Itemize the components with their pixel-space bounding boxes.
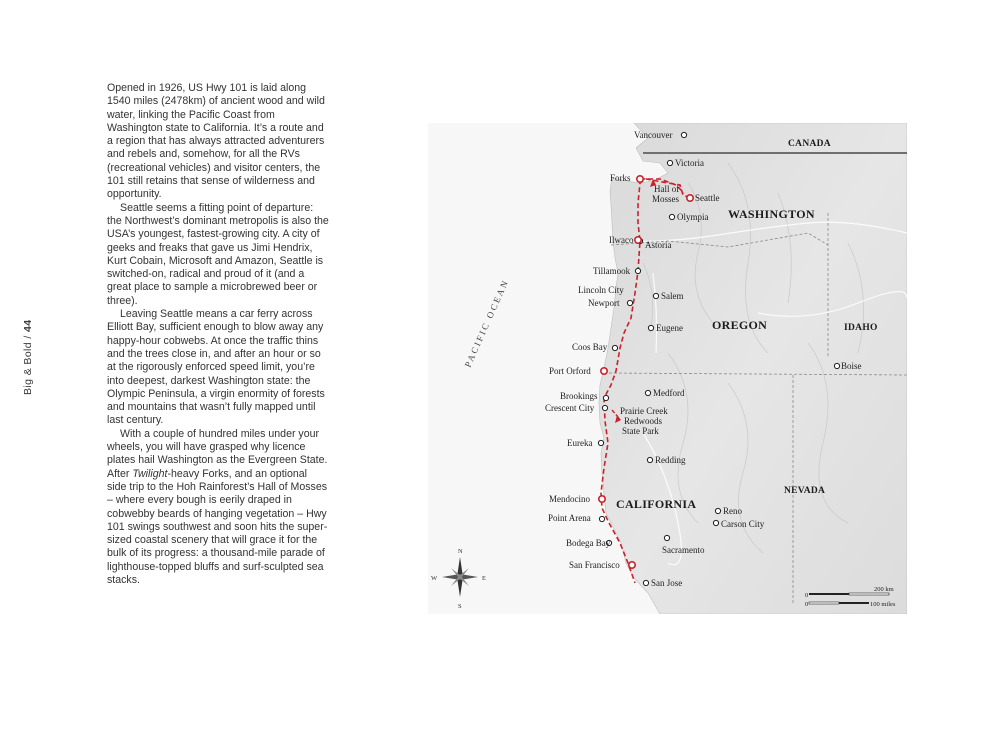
oregon-label: OREGON [712,318,768,332]
city-bodega-bay: Bodega Bay [566,538,611,548]
idaho-label: IDAHO [844,323,878,333]
washington-label: WASHINGTON [728,207,815,221]
city-forks: Forks [610,173,631,183]
paragraph-4-part-a: With a couple of hundred miles under your wheels, you will have grasped why licence plates hail Washington as the Evergreen State. After [107,427,328,480]
canada-label: CANADA [788,139,831,149]
paragraph-2: Seattle seems a fitting point of departure: the Northwest’s dominant metropolis is also the USA’s youngest, fastest-growing city. A city of geeks and freaks that gave us Jimi Hendrix, Kurt Cobain, Microsoft and Amazon, Seattle is switched-on, radical and proud of it (and a great place to sample a microbrewed beer or three). [107,201,329,307]
city-seattle: Seattle [695,193,720,203]
compass-s: S [458,603,462,610]
city-astoria: Astoria [645,240,672,250]
compass-e: E [482,575,486,582]
page-number: 44 [22,319,34,332]
city-tillamook: Tillamook [593,266,631,276]
city-mendocino: Mendocino [549,494,590,504]
city-prairie-creek-line1: Prairie Creek [620,406,668,416]
city-prairie-creek-line2: Redwoods [624,416,662,426]
city-san-jose: San Jose [651,578,683,588]
city-vancouver: Vancouver [634,130,673,140]
paragraph-1: Opened in 1926, US Hwy 101 is laid along 1540 miles (2478km) of ancient wood and wild water, linking the Pacific Coast from Washington state to California. It’s a route and a region that has always attracted adventurers and rebels and, somehow, for all the RVs (recreational vehicles) and visitor centers, the 101 still retains that sense of wilderness and opportunity. [107,82,325,201]
section-title: Big & Bold [22,341,34,395]
scale-zero-km: 0 [805,592,809,599]
city-sacramento: Sacramento [662,545,705,555]
page-folio [22,255,36,395]
article-body [107,82,329,587]
city-redding: Redding [655,455,686,465]
california-label: CALIFORNIA [616,497,697,511]
city-boise: Boise [841,361,862,371]
city-coos-bay: Coos Bay [572,342,608,352]
city-san-francisco: San Francisco [569,560,620,570]
city-brookings: Brookings [560,391,598,401]
city-carson-city: Carson City [721,519,765,529]
city-eugene: Eugene [656,323,683,333]
city-prairie-creek-line3: State Park [622,426,659,436]
city-crescent-city: Crescent City [545,403,595,413]
city-lincoln-city: Lincoln City [578,285,624,295]
nevada-label: NEVADA [784,486,826,496]
route-map-svg [428,123,907,614]
city-salem: Salem [661,291,684,301]
city-ilwaco: Ilwaco [609,235,634,245]
city-victoria: Victoria [675,158,704,168]
folio-separator: / [22,335,34,339]
compass-n: N [458,548,463,555]
city-hall-of-mosses-line2: Mosses [652,194,680,204]
city-olympia: Olympia [677,212,709,222]
city-eureka: Eureka [567,438,593,448]
route-map [428,123,907,614]
scale-miles-label: 100 miles [870,601,896,608]
paragraph-3: Leaving Seattle means a car ferry across Elliott Bay, sufficient enough to blow away any happy-hour cobwebs. At once the traffic thins and the trees close in, and after an hour or so at the rigorously enforced speed limit, you’re into deepest, darkest Washington state: the Olympic Peninsula, a virgin enormity of forests and mountains that wasn’t fully mapped until last century. [107,308,325,427]
city-point-arena: Point Arena [548,513,591,523]
city-port-orford: Port Orford [549,366,591,376]
paragraph-4-part-b: -heavy Forks, and an optional side trip to the Hoh Rainforest’s Hall of Mosses – where every bough is eerily draped in cobwebby beards of hanging vegetation – Hwy 101 swings southwest and soon hits the super-sized coastal scenery that will grace it for the bulk of its progress: a thousand-mile parade of lighthouse-topped bluffs and surf-sculpted sea stacks. [107,467,328,586]
scale-km-label: 200 km [874,586,894,593]
compass-w: W [431,575,438,582]
twilight-title: Twilight [132,467,168,480]
paragraph-4 [107,428,329,588]
city-reno: Reno [723,506,742,516]
ocean-label: PACIFIC OCEAN [462,277,511,369]
city-newport: Newport [588,298,620,308]
city-hall-of-mosses-line1: Hall of [654,184,680,194]
scale-zero-miles: 0 [805,601,809,608]
city-medford: Medford [653,388,685,398]
